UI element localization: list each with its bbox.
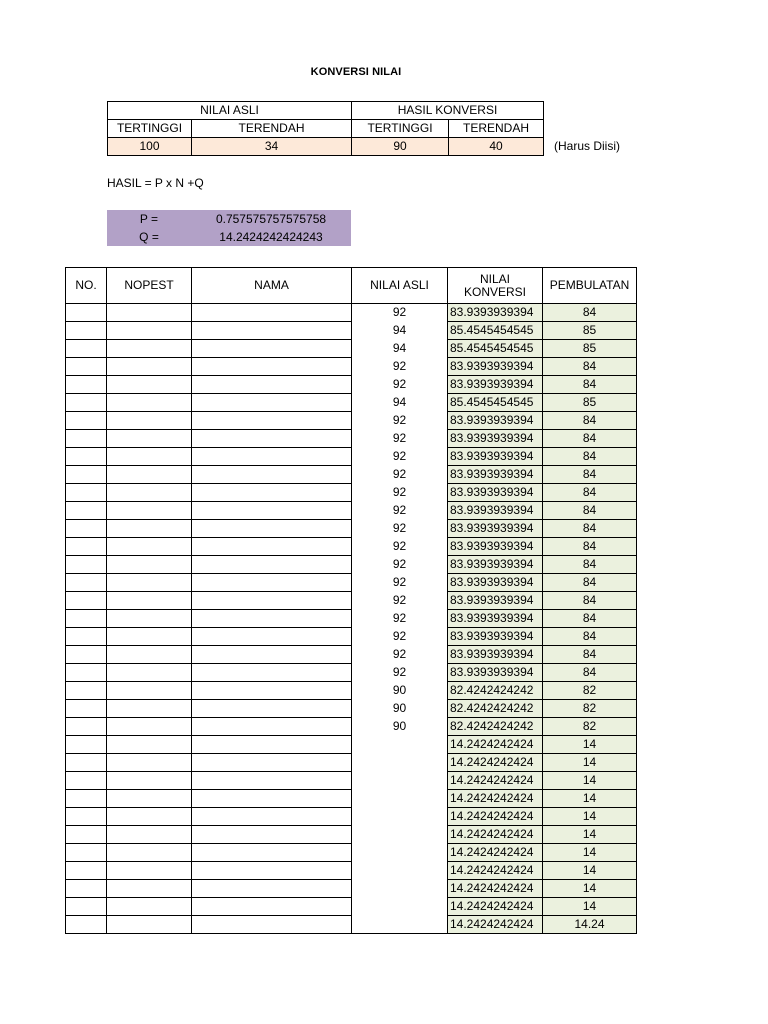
pembulatan-cell[interactable]: 84 <box>543 520 637 538</box>
nilai-konversi-cell[interactable]: 85.4545454545 <box>448 322 543 340</box>
params-box <box>107 210 351 246</box>
pembulatan-cell[interactable]: 82 <box>543 682 637 700</box>
nilai-konversi-cell[interactable]: 14.2424242424 <box>448 736 543 754</box>
pembulatan-cell[interactable]: 84 <box>543 484 637 502</box>
nama-cell[interactable] <box>192 574 352 592</box>
konv-terendah-input[interactable]: 40 <box>449 138 544 156</box>
no-cell[interactable] <box>66 916 107 934</box>
nama-cell[interactable] <box>192 430 352 448</box>
nopest-cell[interactable] <box>107 862 192 880</box>
table-row <box>66 682 637 700</box>
nopest-cell[interactable] <box>107 322 192 340</box>
no-cell[interactable] <box>66 844 107 862</box>
nopest-cell[interactable] <box>107 592 192 610</box>
nilai-konversi-cell[interactable]: 83.9393939394 <box>448 358 543 376</box>
nilai-asli-cell[interactable]: 92 <box>352 646 448 664</box>
no-cell[interactable] <box>66 376 107 394</box>
nilai-asli-cell[interactable] <box>352 754 448 772</box>
nilai-asli-cell[interactable]: 94 <box>352 394 448 412</box>
no-cell[interactable] <box>66 340 107 358</box>
table-row <box>66 376 637 394</box>
no-cell[interactable] <box>66 808 107 826</box>
nilai-konversi-cell[interactable]: 14.2424242424 <box>448 862 543 880</box>
nilai-asli-cell[interactable]: 90 <box>352 682 448 700</box>
nama-cell[interactable] <box>192 556 352 574</box>
nilai-asli-cell[interactable]: 92 <box>352 430 448 448</box>
nilai-konversi-cell[interactable]: 14.2424242424 <box>448 916 543 934</box>
q-value[interactable]: 14.2424242424243 <box>219 230 323 244</box>
no-cell[interactable] <box>66 826 107 844</box>
pembulatan-cell[interactable]: 82 <box>543 718 637 736</box>
no-cell[interactable] <box>66 304 107 322</box>
konv-tertinggi-label: TERTINGGI <box>352 120 449 138</box>
pembulatan-cell[interactable]: 14 <box>543 772 637 790</box>
table-row <box>66 700 637 718</box>
table-row <box>66 862 637 880</box>
nilai-konversi-cell[interactable]: 14.2424242424 <box>448 898 543 916</box>
nilai-konversi-cell[interactable]: 83.9393939394 <box>448 430 543 448</box>
nama-cell[interactable] <box>192 448 352 466</box>
nopest-cell[interactable] <box>107 700 192 718</box>
no-cell[interactable] <box>66 358 107 376</box>
nama-cell[interactable] <box>192 808 352 826</box>
nopest-cell[interactable] <box>107 682 192 700</box>
nopest-cell[interactable] <box>107 772 192 790</box>
nopest-cell[interactable] <box>107 556 192 574</box>
nama-cell[interactable] <box>192 718 352 736</box>
pembulatan-cell[interactable]: 84 <box>543 610 637 628</box>
table-row <box>66 610 637 628</box>
nilai-konversi-cell[interactable]: 83.9393939394 <box>448 376 543 394</box>
nama-cell[interactable] <box>192 322 352 340</box>
table-row <box>66 430 637 448</box>
nilai-asli-cell[interactable] <box>352 880 448 898</box>
nilai-asli-cell[interactable]: 92 <box>352 466 448 484</box>
conversion-range-table <box>107 101 544 156</box>
no-cell[interactable] <box>66 412 107 430</box>
pembulatan-cell[interactable]: 84 <box>543 646 637 664</box>
nilai-konversi-cell[interactable]: 83.9393939394 <box>448 628 543 646</box>
nilai-asli-cell[interactable]: 92 <box>352 520 448 538</box>
pembulatan-cell[interactable]: 14 <box>543 808 637 826</box>
nopest-cell[interactable] <box>107 718 192 736</box>
konv-tertinggi-input[interactable]: 90 <box>352 138 449 156</box>
nopest-cell[interactable] <box>107 646 192 664</box>
nopest-cell[interactable] <box>107 574 192 592</box>
nilai-asli-cell[interactable] <box>352 916 448 934</box>
pembulatan-cell[interactable]: 84 <box>543 412 637 430</box>
nilai-konversi-cell[interactable]: 83.9393939394 <box>448 304 543 322</box>
nilai-konversi-cell[interactable]: 14.2424242424 <box>448 754 543 772</box>
col-pembulatan-header: PEMBULATAN <box>543 268 637 304</box>
nilai-konversi-cell[interactable]: 14.2424242424 <box>448 880 543 898</box>
nilai-asli-cell[interactable] <box>352 736 448 754</box>
nopest-cell[interactable] <box>107 466 192 484</box>
pembulatan-cell[interactable]: 14 <box>543 844 637 862</box>
nilai-konversi-cell[interactable]: 82.4242424242 <box>448 700 543 718</box>
table-row <box>66 898 637 916</box>
nilai-konversi-cell[interactable]: 14.2424242424 <box>448 790 543 808</box>
table-row <box>66 754 637 772</box>
nilai-konversi-cell[interactable]: 83.9393939394 <box>448 574 543 592</box>
nama-cell[interactable] <box>192 376 352 394</box>
nilai-asli-cell[interactable]: 90 <box>352 700 448 718</box>
nilai-asli-cell[interactable]: 90 <box>352 718 448 736</box>
table-row <box>66 880 637 898</box>
nama-cell[interactable] <box>192 682 352 700</box>
table-row <box>66 394 637 412</box>
nilai-konversi-cell[interactable]: 83.9393939394 <box>448 592 543 610</box>
nama-cell[interactable] <box>192 610 352 628</box>
pembulatan-cell[interactable]: 14 <box>543 736 637 754</box>
nilai-asli-cell[interactable]: 92 <box>352 628 448 646</box>
nopest-cell[interactable] <box>107 844 192 862</box>
nilai-konversi-cell[interactable]: 82.4242424242 <box>448 718 543 736</box>
no-cell[interactable] <box>66 664 107 682</box>
nopest-cell[interactable] <box>107 412 192 430</box>
table-row <box>66 664 637 682</box>
table-row <box>66 790 637 808</box>
pembulatan-cell[interactable]: 14 <box>543 898 637 916</box>
nopest-cell[interactable] <box>107 304 192 322</box>
nopest-cell[interactable] <box>107 376 192 394</box>
table-row <box>66 358 637 376</box>
nilai-konversi-cell[interactable]: 83.9393939394 <box>448 466 543 484</box>
nilai-asli-cell[interactable]: 92 <box>352 358 448 376</box>
no-cell[interactable] <box>66 682 107 700</box>
no-cell[interactable] <box>66 754 107 772</box>
col-no-header: NO. <box>66 268 107 304</box>
nopest-cell[interactable] <box>107 538 192 556</box>
pembulatan-cell[interactable]: 14 <box>543 826 637 844</box>
pembulatan-cell[interactable]: 85 <box>543 340 637 358</box>
pembulatan-cell[interactable]: 84 <box>543 592 637 610</box>
nilai-asli-header: NILAI ASLI <box>108 102 352 120</box>
nopest-cell[interactable] <box>107 808 192 826</box>
table-row <box>66 826 637 844</box>
nilai-asli-cell[interactable]: 92 <box>352 412 448 430</box>
no-cell[interactable] <box>66 520 107 538</box>
nopest-cell[interactable] <box>107 754 192 772</box>
nama-cell[interactable] <box>192 700 352 718</box>
table-row <box>66 448 637 466</box>
nopest-cell[interactable] <box>107 340 192 358</box>
nama-cell[interactable] <box>192 916 352 934</box>
nilai-konversi-cell[interactable]: 83.9393939394 <box>448 646 543 664</box>
nopest-cell[interactable] <box>107 520 192 538</box>
pembulatan-cell[interactable]: 14 <box>543 754 637 772</box>
nilai-konversi-cell[interactable]: 83.9393939394 <box>448 538 543 556</box>
nama-cell[interactable] <box>192 538 352 556</box>
nama-cell[interactable] <box>192 502 352 520</box>
nama-cell[interactable] <box>192 898 352 916</box>
nilai-asli-cell[interactable]: 92 <box>352 448 448 466</box>
no-cell[interactable] <box>66 448 107 466</box>
pembulatan-cell[interactable]: 14.24 <box>543 916 637 934</box>
nilai-asli-cell[interactable]: 92 <box>352 592 448 610</box>
nilai-asli-cell[interactable] <box>352 862 448 880</box>
table-row <box>66 340 637 358</box>
nilai-asli-cell[interactable] <box>352 772 448 790</box>
nilai-asli-cell[interactable] <box>352 826 448 844</box>
table-row <box>66 628 637 646</box>
pembulatan-cell[interactable]: 14 <box>543 880 637 898</box>
nilai-konversi-cell[interactable]: 85.4545454545 <box>448 340 543 358</box>
nilai-konversi-cell[interactable]: 83.9393939394 <box>448 520 543 538</box>
page-title: KONVERSI NILAI <box>310 66 402 78</box>
pembulatan-cell[interactable]: 14 <box>543 790 637 808</box>
nama-cell[interactable] <box>192 664 352 682</box>
nama-cell[interactable] <box>192 844 352 862</box>
pembulatan-cell[interactable]: 84 <box>543 502 637 520</box>
table-row <box>66 718 637 736</box>
nopest-cell[interactable] <box>107 502 192 520</box>
nama-cell[interactable] <box>192 772 352 790</box>
table-row <box>66 916 637 934</box>
nama-cell[interactable] <box>192 592 352 610</box>
no-cell[interactable] <box>66 538 107 556</box>
pembulatan-cell[interactable]: 84 <box>543 574 637 592</box>
table-row <box>66 484 637 502</box>
nilai-konversi-cell[interactable]: 83.9393939394 <box>448 484 543 502</box>
nopest-cell[interactable] <box>107 430 192 448</box>
pembulatan-cell[interactable]: 85 <box>543 394 637 412</box>
nama-cell[interactable] <box>192 340 352 358</box>
no-cell[interactable] <box>66 880 107 898</box>
nilai-konversi-cell[interactable]: 83.9393939394 <box>448 412 543 430</box>
nilai-asli-cell[interactable]: 92 <box>352 304 448 322</box>
pembulatan-cell[interactable]: 84 <box>543 376 637 394</box>
nama-cell[interactable] <box>192 484 352 502</box>
no-cell[interactable] <box>66 628 107 646</box>
table-row <box>66 538 637 556</box>
nilai-asli-cell[interactable]: 92 <box>352 664 448 682</box>
nama-cell[interactable] <box>192 646 352 664</box>
nilai-konversi-cell[interactable]: 82.4242424242 <box>448 682 543 700</box>
no-cell[interactable] <box>66 430 107 448</box>
no-cell[interactable] <box>66 394 107 412</box>
nopest-cell[interactable] <box>107 394 192 412</box>
table-row <box>66 646 637 664</box>
no-cell[interactable] <box>66 556 107 574</box>
nilai-konversi-cell[interactable]: 14.2424242424 <box>448 772 543 790</box>
nilai-asli-cell[interactable] <box>352 790 448 808</box>
nama-cell[interactable] <box>192 826 352 844</box>
table-row <box>66 592 637 610</box>
col-nilai-asli-header: NILAI ASLI <box>352 268 448 304</box>
nama-cell[interactable] <box>192 412 352 430</box>
nopest-cell[interactable] <box>107 790 192 808</box>
table-row <box>66 304 637 322</box>
pembulatan-cell[interactable]: 84 <box>543 664 637 682</box>
table-row <box>66 808 637 826</box>
asli-terendah-input[interactable]: 34 <box>192 138 352 156</box>
table-row <box>66 556 637 574</box>
nilai-asli-cell[interactable] <box>352 808 448 826</box>
pembulatan-cell[interactable]: 84 <box>543 304 637 322</box>
p-value[interactable]: 0.757575757575758 <box>215 212 327 226</box>
nilai-asli-cell[interactable]: 94 <box>352 340 448 358</box>
nilai-asli-cell[interactable] <box>352 844 448 862</box>
nama-cell[interactable] <box>192 466 352 484</box>
pembulatan-cell[interactable]: 14 <box>543 862 637 880</box>
hasil-konversi-header: HASIL KONVERSI <box>352 102 544 120</box>
table-row <box>66 844 637 862</box>
nilai-asli-cell[interactable]: 94 <box>352 322 448 340</box>
nilai-asli-cell[interactable]: 92 <box>352 484 448 502</box>
table-row <box>66 736 637 754</box>
table-row <box>66 520 637 538</box>
table-row <box>66 574 637 592</box>
nilai-konversi-cell[interactable]: 14.2424242424 <box>448 826 543 844</box>
no-cell[interactable] <box>66 736 107 754</box>
nilai-konversi-cell[interactable]: 83.9393939394 <box>448 448 543 466</box>
q-label: Q = <box>139 230 159 244</box>
no-cell[interactable] <box>66 502 107 520</box>
nama-cell[interactable] <box>192 394 352 412</box>
nilai-konversi-cell[interactable]: 83.9393939394 <box>448 610 543 628</box>
nama-cell[interactable] <box>192 520 352 538</box>
no-cell[interactable] <box>66 466 107 484</box>
col-nama-header: NAMA <box>192 268 352 304</box>
score-table <box>65 267 637 934</box>
no-cell[interactable] <box>66 610 107 628</box>
nama-cell[interactable] <box>192 862 352 880</box>
pembulatan-cell[interactable]: 84 <box>543 628 637 646</box>
asli-terendah-label: TERENDAH <box>192 120 352 138</box>
nopest-cell[interactable] <box>107 736 192 754</box>
nilai-asli-cell[interactable]: 92 <box>352 574 448 592</box>
nilai-asli-cell[interactable] <box>352 898 448 916</box>
pembulatan-cell[interactable]: 84 <box>543 448 637 466</box>
nilai-asli-cell[interactable]: 92 <box>352 502 448 520</box>
pembulatan-cell[interactable]: 82 <box>543 700 637 718</box>
nilai-konversi-cell[interactable]: 14.2424242424 <box>448 808 543 826</box>
nama-cell[interactable] <box>192 304 352 322</box>
pembulatan-cell[interactable]: 84 <box>543 430 637 448</box>
nilai-konversi-cell[interactable]: 83.9393939394 <box>448 556 543 574</box>
no-cell[interactable] <box>66 646 107 664</box>
no-cell[interactable] <box>66 862 107 880</box>
col-nilai-konversi-header: NILAI KONVERSI <box>448 268 543 304</box>
nilai-asli-cell[interactable]: 92 <box>352 376 448 394</box>
nama-cell[interactable] <box>192 736 352 754</box>
required-note: (Harus Diisi) <box>554 139 620 153</box>
nilai-konversi-cell[interactable]: 83.9393939394 <box>448 664 543 682</box>
pembulatan-cell[interactable]: 84 <box>543 538 637 556</box>
nopest-cell[interactable] <box>107 880 192 898</box>
nopest-cell[interactable] <box>107 826 192 844</box>
nopest-cell[interactable] <box>107 484 192 502</box>
pembulatan-cell[interactable]: 84 <box>543 358 637 376</box>
p-label: P = <box>139 212 159 226</box>
nilai-konversi-cell[interactable]: 14.2424242424 <box>448 844 543 862</box>
nama-cell[interactable] <box>192 628 352 646</box>
nopest-cell[interactable] <box>107 358 192 376</box>
nopest-cell[interactable] <box>107 898 192 916</box>
asli-tertinggi-label: TERTINGGI <box>108 120 192 138</box>
no-cell[interactable] <box>66 700 107 718</box>
table-row <box>66 412 637 430</box>
nopest-cell[interactable] <box>107 610 192 628</box>
pembulatan-cell[interactable]: 84 <box>543 466 637 484</box>
nopest-cell[interactable] <box>107 628 192 646</box>
nama-cell[interactable] <box>192 754 352 772</box>
no-cell[interactable] <box>66 574 107 592</box>
nama-cell[interactable] <box>192 358 352 376</box>
konv-terendah-label: TERENDAH <box>449 120 544 138</box>
nopest-cell[interactable] <box>107 448 192 466</box>
no-cell[interactable] <box>66 592 107 610</box>
table-row <box>66 466 637 484</box>
nilai-konversi-cell[interactable]: 85.4545454545 <box>448 394 543 412</box>
nama-cell[interactable] <box>192 880 352 898</box>
no-cell[interactable] <box>66 718 107 736</box>
table-row <box>66 772 637 790</box>
nilai-asli-cell[interactable]: 92 <box>352 538 448 556</box>
table-row <box>66 322 637 340</box>
no-cell[interactable] <box>66 772 107 790</box>
no-cell[interactable] <box>66 898 107 916</box>
table-row <box>66 502 637 520</box>
no-cell[interactable] <box>66 484 107 502</box>
nopest-cell[interactable] <box>107 664 192 682</box>
pembulatan-cell[interactable]: 85 <box>543 322 637 340</box>
pembulatan-cell[interactable]: 84 <box>543 556 637 574</box>
nopest-cell[interactable] <box>107 916 192 934</box>
formula-text: HASIL = P x N +Q <box>107 176 204 190</box>
nilai-asli-cell[interactable]: 92 <box>352 610 448 628</box>
col-nopest-header: NOPEST <box>107 268 192 304</box>
nama-cell[interactable] <box>192 790 352 808</box>
nilai-konversi-cell[interactable]: 83.9393939394 <box>448 502 543 520</box>
asli-tertinggi-input[interactable]: 100 <box>108 138 192 156</box>
no-cell[interactable] <box>66 790 107 808</box>
no-cell[interactable] <box>66 322 107 340</box>
nilai-asli-cell[interactable]: 92 <box>352 556 448 574</box>
